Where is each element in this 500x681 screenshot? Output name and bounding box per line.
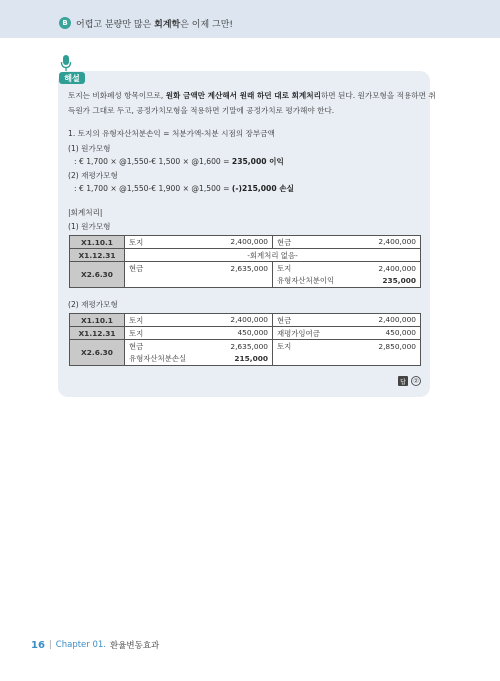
credit-amount: 450,000 [385,327,416,337]
reval-formula-text: : € 1,700 × @1,550-€ 1,900 × @1,500 = [74,184,232,193]
intro-text-c: 하면 된다. 원가모형을 적용하면 취 [320,91,436,100]
debit-account: 현금 [129,264,144,273]
debit-amount: 2,635,000 [230,341,268,351]
credit-cell [273,236,421,249]
answer [398,376,421,386]
entry-date: X2.6.30 [70,262,125,288]
credit-account: 유형자산처분이익 [277,275,335,285]
credit-amount: 2,400,000 [378,236,416,246]
reval-result: (-)215,000 손실 [231,184,294,193]
header-text-bold: 회계학 [154,20,181,30]
header-title [76,17,233,30]
debit-amount: 450,000 [237,327,268,337]
page-number: 16 [31,639,45,651]
page-footer [31,639,159,651]
credit-amount: 2,400,000 [378,263,416,273]
footer-chapter: Chapter 01. [55,640,106,650]
intro-line-2: 득원가 그대로 두고, 공정가치모형을 적용하면 기말에 공정가치로 평가해야 한다. [68,106,335,115]
credit-cell [273,340,421,366]
calc-cost-label: (1) 원가모형 [68,144,111,153]
answer-label: 답 [398,376,408,386]
debit-cell [125,340,273,366]
debit-account: 토지 [129,237,144,247]
cost-result: 235,000 이익 [231,157,284,166]
footer-title: 환율변동효과 [110,641,160,651]
debit-account: 토지 [129,328,144,338]
debit-amount: 2,635,000 [230,264,268,273]
header-logo-icon [59,17,71,29]
credit-amount: 2,400,000 [378,314,416,324]
credit-cell [273,327,421,340]
debit-amount: 2,400,000 [230,314,268,324]
intro-line-1 [68,91,436,100]
entry-date: X2.6.30 [70,340,125,366]
credit-account: 토지 [277,342,292,351]
calc-reval-label: (2) 재평가모형 [68,171,118,180]
table-row [70,236,421,249]
revaluation-model-table [69,313,421,366]
intro-text-bold: 원화 금액만 계산해서 원래 하던 대로 회계처리 [165,91,321,100]
header-band [0,0,500,38]
debit-cell [125,327,273,340]
table-row [70,314,421,327]
cost-model-table [69,235,421,288]
no-entry-note: -회계처리 없음- [125,249,421,262]
explanation-tag: 해설 [59,72,85,84]
calc-cost-formula [74,157,284,166]
entry-date: X1.10.1 [70,314,125,327]
credit-account: 재평가잉여금 [277,328,320,338]
credit-account: 현금 [277,237,292,247]
journal-reval-label: (2) 재평가모형 [68,300,118,309]
calc-heading: 1. 토지의 유형자산처분손익 = 처분가액-처분 시점의 장부금액 [68,129,275,138]
debit-account: 유형자산처분손실 [129,353,187,363]
debit-account: 현금 [129,341,144,351]
credit-amount: 2,850,000 [378,342,416,351]
footer-separator: | [48,640,52,650]
table-row [70,327,421,340]
debit-cell [125,314,273,327]
entry-date: X1.12.31 [70,327,125,340]
credit-account: 토지 [277,263,292,273]
credit-cell [273,314,421,327]
debit-cell [125,236,273,249]
header-logo-glyph: B [62,18,68,27]
credit-cell [273,262,421,288]
debit-cell [125,262,273,288]
credit-amount: 235,000 [382,275,416,285]
journal-heading: |회계처리| [68,208,103,217]
intro-text-a: 토지는 비화폐성 항목이므로, [68,91,166,100]
debit-amount: 2,400,000 [230,236,268,246]
table-row [70,340,421,366]
calc-reval-formula [74,184,294,193]
microphone-icon [60,55,72,72]
entry-date: X1.12.31 [70,249,125,262]
header-text-after: 은 이제 그만! [180,20,234,30]
journal-cost-label: (1) 원가모형 [68,222,111,231]
answer-value: ② [411,376,421,386]
header-text-before: 어렵고 분량만 많은 [76,20,155,30]
entry-date: X1.10.1 [70,236,125,249]
table-row [70,249,421,262]
debit-account: 토지 [129,315,144,325]
debit-amount: 215,000 [234,353,268,363]
cost-formula-text: : € 1,700 × @1,550-€ 1,500 × @1,600 = [74,157,232,166]
credit-account: 현금 [277,315,292,325]
table-row [70,262,421,288]
